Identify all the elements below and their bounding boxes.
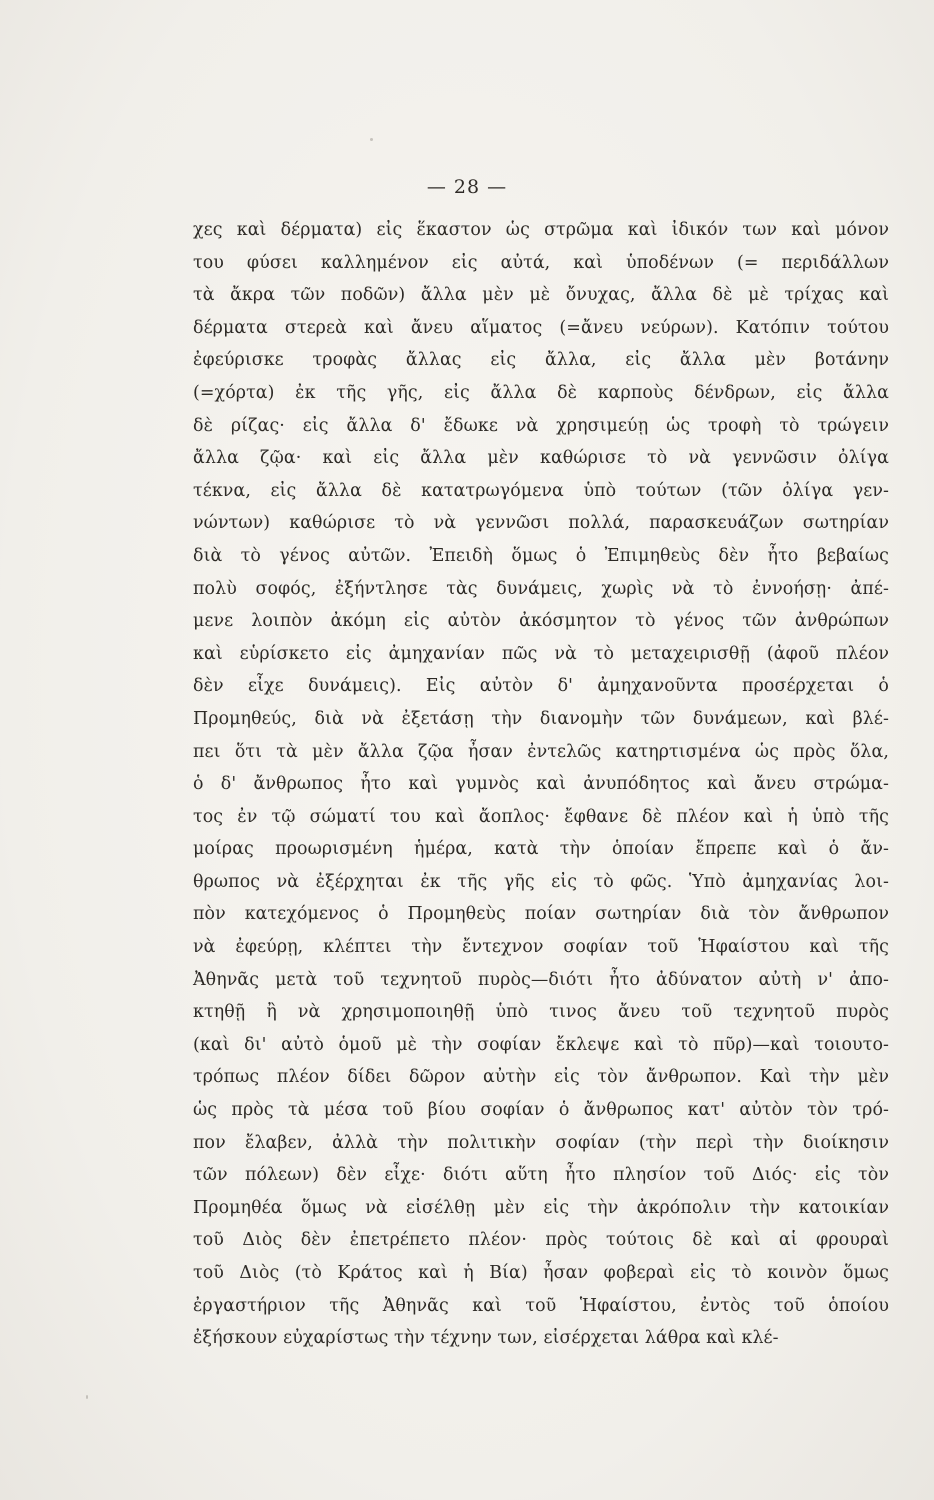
text-line: ἐξήσκουν εὐχαρίστως τὴν τέχνην των, εἰσέρχεται λάθρα καὶ κλέ- (193, 1328, 779, 1349)
text-line: νὰ ἐφεύρῃ, κλέπτει τὴν ἔντεχνον σοφίαν τοῦ Ἡφαίστου καὶ τῆς (193, 937, 889, 958)
page-number: — 28 — (426, 176, 508, 198)
text-line: του φύσει καλλημένον εἰς αὐτά, καὶ ὑποδένων (= περιδάλλων (193, 252, 889, 273)
text-line: πει ὅτι τὰ μὲν ἄλλα ζῷα ἦσαν ἐντελῶς κατηρτισμένα ὡς πρὸς ὅλα, (193, 741, 889, 762)
text-line: νώντων) καθώρισε τὸ νὰ γεννῶσι πολλά, παρασκευάζων σωτηρίαν (193, 513, 889, 534)
text-line: μενε λοιπὸν ἀκόμη εἰς αὐτὸν ἀκόσμητον τὸ γένος τῶν ἀνθρώπων (193, 611, 889, 632)
text-line: δὲ ρίζας· εἰς ἄλλα δ' ἔδωκε νὰ χρησιμεύῃ ὡς τροφὴ τὸ τρώγειν (193, 415, 889, 436)
text-line: τρόπως πλέον δίδει δῶρον αὐτὴν εἰς τὸν ἄνθρωπον. Καὶ τὴν μὲν (193, 1067, 889, 1088)
text-line: ἐργαστήριον τῆς Ἀθηνᾶς καὶ τοῦ Ἡφαίστου, ἐντὸς τοῦ ὁποίου (193, 1295, 889, 1316)
text-line: ὁ δ' ἄνθρωπος ἦτο καὶ γυμνὸς καὶ ἀνυπόδητος καὶ ἄνευ στρώμα- (193, 774, 889, 795)
text-line: διὰ τὸ γένος αὐτῶν. Ἐπειδὴ ὅμως ὁ Ἐπιμηθεὺς δὲν ἦτο βεβαίως (193, 545, 889, 566)
text-line: Προμηθέα ὅμως νὰ εἰσέλθῃ μὲν εἰς τὴν ἀκρόπολιν τὴν κατοικίαν (193, 1197, 889, 1218)
text-line: (καὶ δι' αὐτὸ ὁμοῦ μὲ τὴν σοφίαν ἔκλεψε καὶ τὸ πῦρ)—καὶ τοιουτο- (193, 1034, 889, 1055)
body-text (193, 214, 889, 1355)
text-line: χες καὶ δέρματα) εἰς ἕκαστον ὡς στρῶμα καὶ ἰδικόν των καὶ μόνον (193, 220, 889, 240)
text-line: τῶν πόλεων) δὲν εἶχε· διότι αὕτη ἦτο πλησίον τοῦ Διός· εἰς τὸν (193, 1165, 889, 1186)
text-line: τος ἐν τῷ σώματί του καὶ ἄοπλος· ἔφθανε δὲ πλέον καὶ ἡ ὑπὸ τῆς (193, 806, 889, 827)
text-line: κτηθῇ ἢ νὰ χρησιμοποιηθῇ ὑπὸ τινος ἄνευ τοῦ τεχνητοῦ πυρὸς (193, 1002, 889, 1023)
text-line: δὲν εἶχε δυνάμεις). Εἰς αὐτὸν δ' ἀμηχανοῦντα προσέρχεται ὁ (193, 676, 889, 697)
text-line: Προμηθεύς, διὰ νὰ ἐξετάσῃ τὴν διανομὴν τῶν δυνάμεων, καὶ βλέ- (193, 708, 889, 729)
paper-speck (370, 138, 373, 141)
text-line: τέκνα, εἰς ἄλλα δὲ κατατρωγόμενα ὑπὸ τούτων (τῶν ὀλίγα γεν- (193, 480, 889, 501)
text-line: (=χόρτα) ἐκ τῆς γῆς, εἰς ἄλλα δὲ καρποὺς δένδρων, εἰς ἄλλα (193, 382, 889, 403)
text-line: πολὺ σοφός, ἐξήντλησε τὰς δυνάμεις, χωρὶς νὰ τὸ ἐννοήσῃ· ἀπέ- (193, 578, 889, 599)
text-line: θρωπος νὰ ἐξέρχηται ἐκ τῆς γῆς εἰς τὸ φῶς. Ὑπὸ ἀμηχανίας λοι- (193, 871, 889, 892)
text-line: Ἀθηνᾶς μετὰ τοῦ τεχνητοῦ πυρὸς—διότι ἦτο ἀδύνατον αὐτὴ ν' ἀπο- (193, 969, 889, 990)
paper-speck (86, 1395, 88, 1399)
text-line: τὰ ἄκρα τῶν ποδῶν) ἄλλα μὲν μὲ ὄνυχας, ἄλλα δὲ μὲ τρίχας καὶ (193, 285, 889, 306)
text-line: ἄλλα ζῷα· καὶ εἰς ἄλλα μὲν καθώρισε τὸ νὰ γεννῶσιν ὀλίγα (193, 448, 889, 469)
text-line: μοίρας προωρισμένη ἡμέρα, κατὰ τὴν ὁποίαν ἔπρεπε καὶ ὁ ἄν- (193, 839, 889, 860)
text-line: δέρματα στερεὰ καὶ ἄνευ αἵματος (=ἄνευ νεύρων). Κατόπιν τούτου (193, 317, 889, 338)
text-line: ἐφεύρισκε τροφὰς ἄλλας εἰς ἄλλα, εἰς ἄλλα μὲν βοτάνην (193, 350, 889, 371)
text-line: πὸν κατεχόμενος ὁ Προμηθεὺς ποίαν σωτηρίαν διὰ τὸν ἄνθρωπον (193, 904, 889, 925)
text-line: τοῦ Διὸς δὲν ἐπετρέπετο πλέον· πρὸς τούτοις δὲ καὶ αἱ φρουραὶ (193, 1230, 889, 1251)
text-line: ὡς πρὸς τὰ μέσα τοῦ βίου σοφίαν ὁ ἄνθρωπος κατ' αὐτὸν τὸν τρό- (193, 1100, 889, 1121)
text-line: πον ἔλαβεν, ἀλλὰ τὴν πολιτικὴν σοφίαν (τὴν περὶ τὴν διοίκησιν (193, 1132, 889, 1153)
text-line: τοῦ Διὸς (τὸ Κράτος καὶ ἡ Βία) ἦσαν φοβεραὶ εἰς τὸ κοινὸν ὅμως (193, 1263, 889, 1283)
text-line: καὶ εὑρίσκετο εἰς ἀμηχανίαν πῶς νὰ τὸ μεταχειρισθῇ (ἀφοῦ πλέον (193, 643, 889, 664)
